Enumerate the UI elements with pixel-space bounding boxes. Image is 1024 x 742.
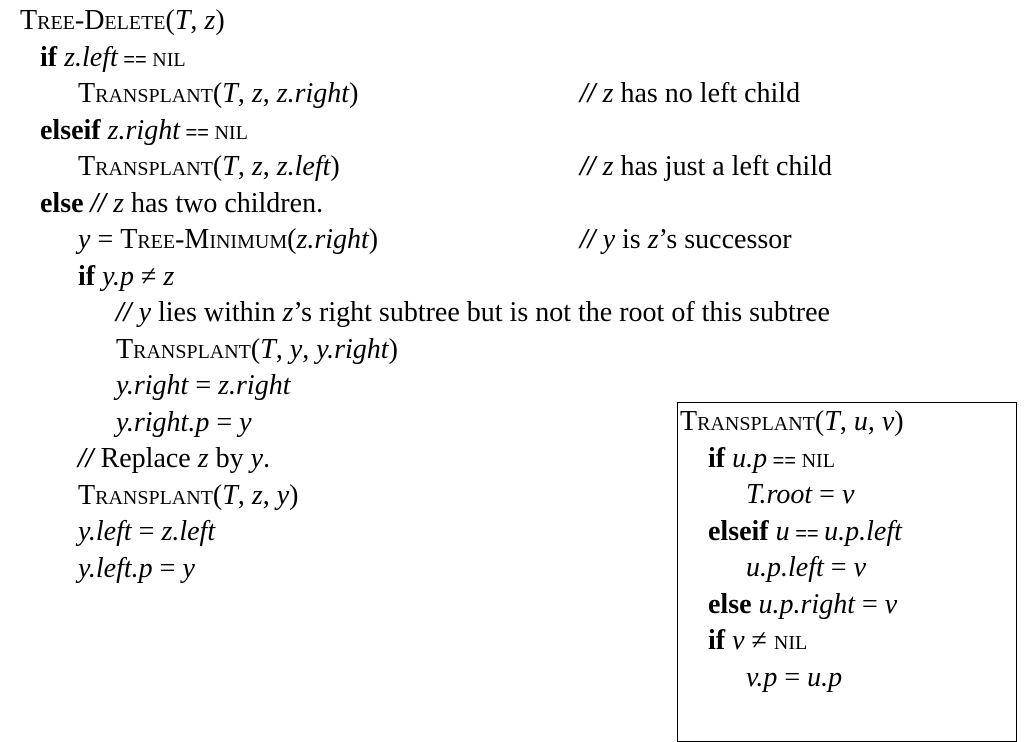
code-token: T xyxy=(222,78,238,109)
code-token: nil xyxy=(801,442,835,474)
code-token: ) xyxy=(330,151,340,182)
code-token: T xyxy=(260,333,276,365)
code-token: y.right.p xyxy=(116,406,210,438)
code-token: lies within xyxy=(151,297,283,328)
code-token: = xyxy=(131,516,162,547)
code-token: z xyxy=(251,78,263,109)
code-token: if xyxy=(708,442,733,474)
code-token: z xyxy=(251,151,263,182)
code-token: v xyxy=(884,588,898,620)
code-token: y xyxy=(78,224,91,255)
code-token: = xyxy=(823,552,854,583)
code-token: z xyxy=(113,187,124,219)
code-token: else xyxy=(708,588,759,620)
code-token: z xyxy=(251,479,263,511)
comment-token: is xyxy=(615,224,648,255)
code-token: v xyxy=(881,406,895,437)
code-line xyxy=(680,405,904,439)
comment-token: z xyxy=(602,78,614,109)
code-line xyxy=(746,478,854,512)
code-line xyxy=(78,260,174,294)
code-token: z.left xyxy=(276,151,331,182)
code-token: z.right xyxy=(218,370,291,401)
code-token: nil xyxy=(152,41,186,73)
code-token: , xyxy=(262,479,277,511)
code-token: y.left.p xyxy=(78,552,153,584)
code-token: y xyxy=(138,297,151,328)
comment-token: has just a left child xyxy=(613,151,832,182)
code-token: v xyxy=(853,552,866,583)
code-token: T xyxy=(222,151,238,182)
code-line xyxy=(78,223,378,257)
code-token: ) xyxy=(349,78,359,109)
code-token: ( xyxy=(212,78,223,109)
code-token: ) xyxy=(894,406,904,437)
code-token: v xyxy=(841,479,855,510)
code-token: u xyxy=(775,515,790,547)
code-token: Transplant xyxy=(680,406,815,437)
code-token: Replace xyxy=(100,443,198,474)
code-token: u.p.right xyxy=(758,588,855,620)
code-token: = xyxy=(812,479,842,510)
code-line xyxy=(746,551,866,585)
code-token: y xyxy=(182,552,195,584)
code-token: y.right xyxy=(316,333,389,365)
code-token: , xyxy=(302,333,317,365)
code-token: = xyxy=(777,661,808,693)
code-token: has two children. xyxy=(124,187,324,219)
code-token: v xyxy=(732,625,745,656)
code-token: ( xyxy=(212,479,223,511)
code-line xyxy=(78,150,340,184)
code-token: , xyxy=(237,151,252,182)
code-token: == xyxy=(117,48,153,71)
code-token: = xyxy=(209,406,240,438)
code-token: ≠ xyxy=(744,625,774,656)
code-token: u xyxy=(853,406,868,437)
code-token: y.right xyxy=(116,370,189,401)
code-token: if xyxy=(40,41,65,73)
code-token: z xyxy=(197,443,209,474)
code-token: if xyxy=(708,625,733,656)
code-token: == xyxy=(180,121,215,144)
code-token: z xyxy=(282,297,294,328)
code-token: , xyxy=(839,406,854,437)
code-token: ( xyxy=(814,406,825,437)
code-token: z xyxy=(163,260,175,292)
code-token: ( xyxy=(165,5,175,36)
code-token: if xyxy=(78,260,103,292)
code-token: , xyxy=(190,5,205,36)
code-token: == xyxy=(767,449,802,472)
code-line xyxy=(78,442,270,476)
code-token: , xyxy=(262,151,277,182)
code-line xyxy=(116,406,252,440)
code-line xyxy=(78,552,195,586)
code-token: , xyxy=(275,333,290,365)
code-token: elseif xyxy=(40,114,108,146)
code-token: y.left xyxy=(78,516,132,547)
code-line xyxy=(20,4,225,38)
code-token: ) xyxy=(215,5,225,36)
code-token: , xyxy=(262,78,277,109)
code-token: Transplant xyxy=(78,78,213,109)
code-token: else xyxy=(40,187,91,219)
code-token: Tree-Minimum xyxy=(120,224,288,255)
code-token: z.right xyxy=(276,78,350,109)
code-token: ( xyxy=(287,224,297,255)
code-token: u.p.left xyxy=(824,515,902,547)
code-token: y xyxy=(289,333,303,365)
code-token: == xyxy=(789,522,825,545)
code-line xyxy=(116,333,398,367)
code-token: ’s right subtree but is not the root of this subtree xyxy=(293,297,830,328)
transplant-pseudocode-box xyxy=(677,402,1017,742)
code-token: . xyxy=(263,443,271,474)
code-token: , xyxy=(867,406,882,437)
comment-token: // xyxy=(580,151,603,182)
code-token: T.root xyxy=(746,479,813,510)
code-token: Transplant xyxy=(116,333,251,365)
code-token: T xyxy=(222,479,238,511)
code-token: = xyxy=(152,552,183,584)
code-token: v.p xyxy=(746,661,778,693)
code-comment xyxy=(580,223,792,257)
code-token: = xyxy=(188,370,219,401)
code-line xyxy=(116,369,291,403)
code-token: elseif xyxy=(708,515,776,547)
code-line xyxy=(708,442,835,476)
code-token: = xyxy=(855,588,885,620)
code-line xyxy=(78,479,298,513)
code-token: // xyxy=(90,187,114,219)
code-token: u.p.left xyxy=(746,552,824,583)
code-line xyxy=(708,624,807,658)
code-token: z.left xyxy=(161,516,216,547)
code-token: z.right xyxy=(107,114,180,146)
code-token: // xyxy=(116,297,139,328)
code-token: Transplant xyxy=(78,479,213,511)
code-token: Transplant xyxy=(78,151,213,182)
code-token: nil xyxy=(773,625,808,656)
code-line xyxy=(708,588,897,622)
comment-token: has no left child xyxy=(613,78,801,109)
code-line xyxy=(78,515,215,549)
comment-token: ’s successor xyxy=(658,224,792,255)
code-line xyxy=(708,515,902,549)
comment-token: z xyxy=(602,151,614,182)
comment-token: // xyxy=(580,224,603,255)
code-line xyxy=(746,661,842,695)
code-token: z.right xyxy=(296,224,369,255)
code-line xyxy=(40,114,248,148)
code-line xyxy=(40,187,323,221)
code-token: ) xyxy=(388,333,398,365)
code-comment xyxy=(580,77,800,111)
code-token: T xyxy=(174,5,191,36)
code-token: z.left xyxy=(64,41,118,73)
code-token: ( xyxy=(250,333,261,365)
comment-token: // xyxy=(580,78,603,109)
code-line xyxy=(78,77,358,111)
code-token: by xyxy=(208,443,251,474)
code-token: T xyxy=(824,406,840,437)
code-token: u.p xyxy=(732,442,768,474)
code-line xyxy=(116,296,830,330)
code-token: nil xyxy=(214,114,248,146)
code-token: // xyxy=(78,443,101,474)
code-token: , xyxy=(237,479,252,511)
code-token: z xyxy=(204,5,216,36)
code-token: y xyxy=(276,479,290,511)
code-token: y xyxy=(239,406,252,438)
code-token: u.p xyxy=(807,661,843,693)
code-token: , xyxy=(237,78,252,109)
code-token: = xyxy=(90,224,121,255)
code-token: ) xyxy=(368,224,379,255)
code-token: ) xyxy=(289,479,299,511)
comment-token: y xyxy=(602,224,615,255)
code-token: y xyxy=(250,443,264,474)
code-token: Tree-Delete xyxy=(20,5,166,36)
code-token: ≠ xyxy=(134,260,164,292)
code-token: ( xyxy=(212,151,223,182)
code-line xyxy=(40,41,186,75)
comment-token: z xyxy=(647,224,659,255)
code-comment xyxy=(580,150,832,184)
code-token: y.p xyxy=(102,260,134,292)
